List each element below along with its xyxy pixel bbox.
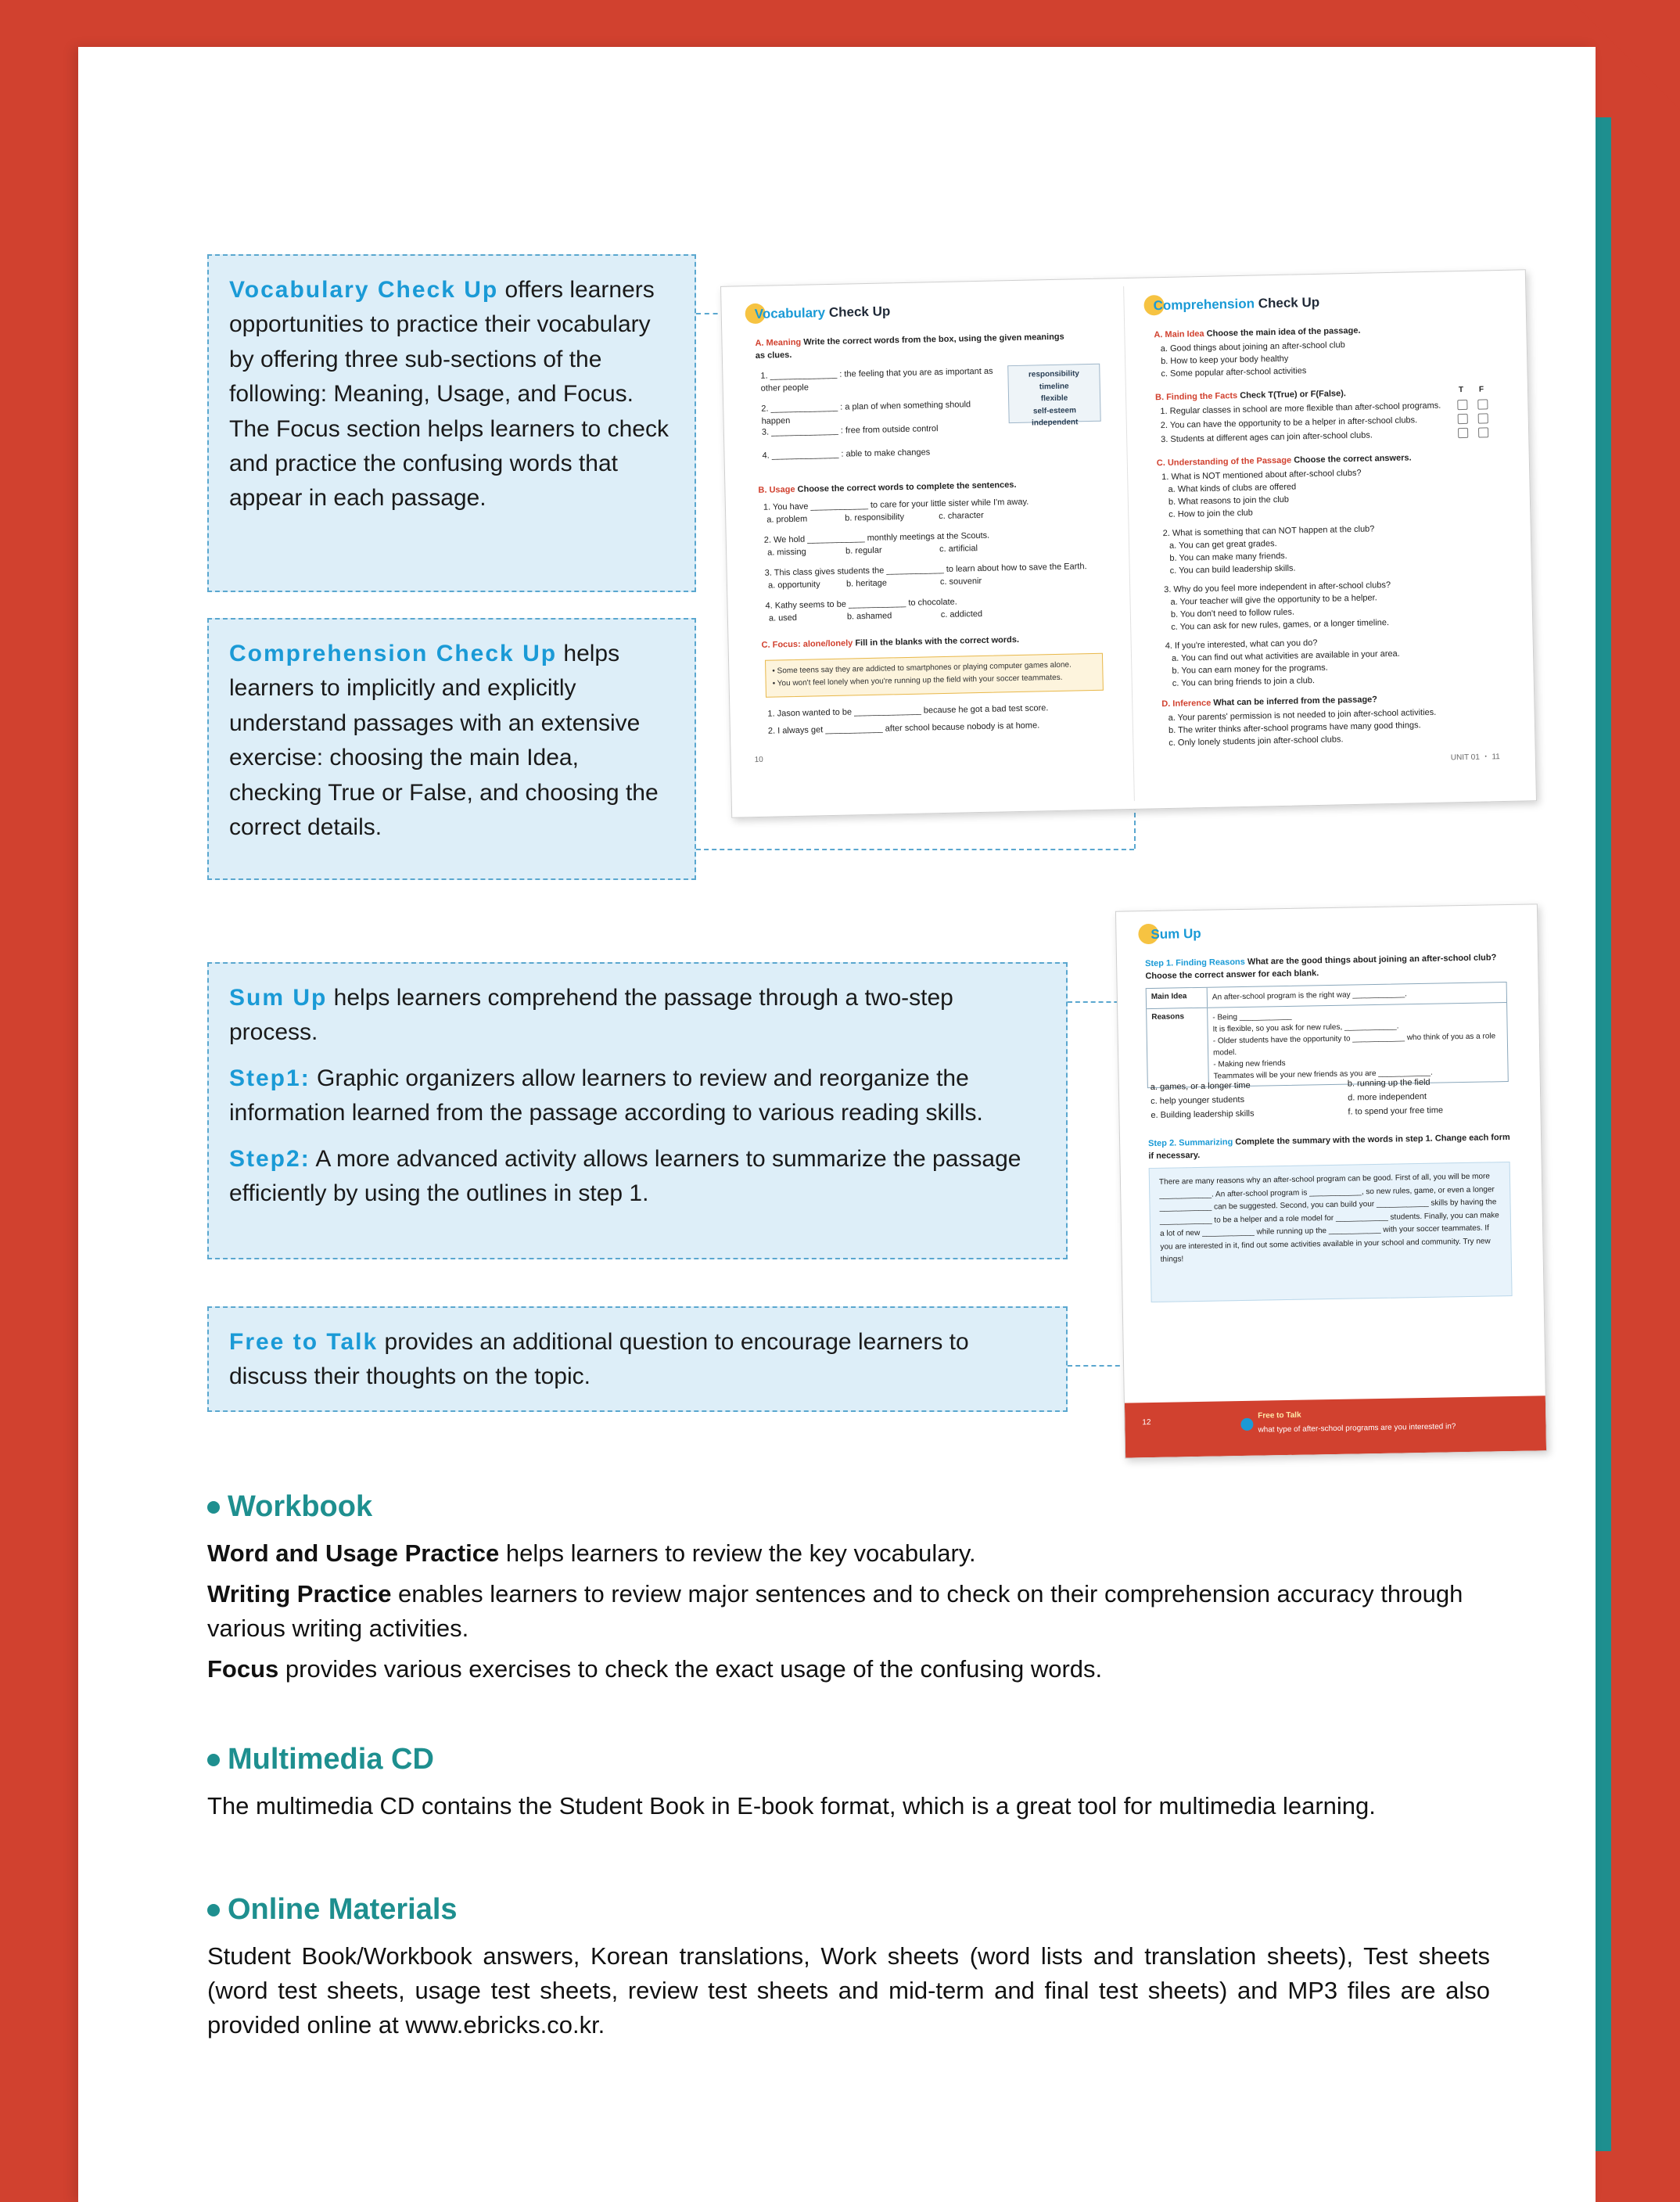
section-heading-multimedia-cd-label: Multimedia CD <box>228 1743 434 1776</box>
mini-section-b-q4-b: b. ashamed <box>846 611 892 622</box>
mini-tf-header-false: F <box>1478 385 1484 394</box>
mini-right-b-item-3: 3. Students at different ages can join after-school clubs. <box>1161 430 1373 445</box>
page-red-left-edge <box>0 0 78 2202</box>
mini-sumup-table <box>1146 982 1509 1088</box>
mini-section-c-label: C. Focus: alone/lonely <box>761 638 853 650</box>
mini-section-c-item-1: 1. Jason wanted to be ______________ because he got a bad test score. <box>767 703 1049 719</box>
mini-section-b-instruction: Choose the correct words to complete the sentences. <box>797 480 1017 494</box>
mini-section-a-instruction: Write the correct words from the box, using the given meanings as clues. <box>755 332 1064 361</box>
mini-right-d-label: D. Inference <box>1161 698 1212 709</box>
mini-right-c-q1: 1. What is NOT mentioned about after-school clubs? <box>1161 468 1362 483</box>
mini-focus-tip-box <box>765 653 1104 698</box>
mini-section-b-label: B. Usage <box>758 484 795 495</box>
section-heading-workbook-label: Workbook <box>228 1490 373 1523</box>
mini-heading-sumup-text: Sum Up <box>1151 925 1201 942</box>
section-heading-workbook <box>207 1490 1490 1524</box>
workbook-paragraph-3-bold: Focus <box>207 1655 279 1683</box>
checkbox-false-3[interactable] <box>1478 427 1488 437</box>
callout-step1-text: Graphic organizers allow learners to review and reorganize the information learned from the passage according to various reading skills. <box>229 1065 983 1126</box>
mini-right-c-q1-o3: c. How to join the club <box>1168 508 1253 519</box>
workbook-paragraph-1-rest: helps learners to review the key vocabulary. <box>499 1539 976 1567</box>
mini-section-b-q2-a: a. missing <box>767 547 806 558</box>
table-cell-content-reasons: - Being ____________ It is flexible, so you ask for new rules, ____________. - Older students have the opportunity to ____________ who think of you as a role model. - Making new friends Teammates will be your new friends as you are ____________. <box>1212 1011 1496 1081</box>
mini-step1-option-e: e. Building leadership skills <box>1151 1108 1255 1121</box>
callout-comprehension-title: Comprehension Check Up <box>229 641 558 666</box>
connector-line-comp <box>696 849 1134 850</box>
workbook-paragraph-3-rest: provides various exercises to check the exact usage of the confusing words. <box>278 1655 1103 1683</box>
word-box-item-2: timeline <box>1039 382 1069 391</box>
mini-right-b-item-2: 2. You can have the opportunity to be a helper in after-school clubs. <box>1160 415 1418 431</box>
table-cell-label-main-idea: Main Idea <box>1147 988 1208 1008</box>
mini-heading-sumup <box>1151 926 1201 943</box>
workbook-paragraph-2-rest: enables learners to review major sentences and to check on their comprehension accuracy through various writing activities. <box>207 1580 1463 1643</box>
checkbox-true-1[interactable] <box>1457 400 1467 410</box>
callout-step2-text: A more advanced activity allows learners to summarize the passage efficiently by using the outlines in step 1. <box>229 1145 1021 1206</box>
table-cell-label-reasons: Reasons <box>1147 1008 1209 1087</box>
mini-right-b-label: B. Finding the Facts <box>1154 391 1238 403</box>
mini-section-b-q3-b: b. heritage <box>845 578 888 589</box>
mini-right-a-opt-3: c. Some popular after-school activities <box>1161 366 1307 379</box>
workbook-paragraph-2-bold: Writing Practice <box>207 1580 392 1608</box>
checkbox-false-2[interactable] <box>1478 413 1488 423</box>
mini-right-d-instruction: What can be inferred from the passage? <box>1213 695 1378 708</box>
word-box-item-3: flexible <box>1040 393 1068 404</box>
mini-section-c-instruction: Fill in the blanks with the correct words. <box>855 634 1020 648</box>
multimedia-paragraph-1-text: The multimedia CD contains the Student Book in E-book format, which is a great tool for multimedia learning. <box>207 1792 1376 1819</box>
mini-heading-comprehension-rest: Check Up <box>1254 294 1320 311</box>
mini-section-c-heading <box>761 633 1105 652</box>
book-preview-vocabulary-comprehension <box>720 269 1537 817</box>
mini-right-c-instruction: Choose the correct answers. <box>1294 453 1412 465</box>
mini-heading-comprehension-bold: Comprehension <box>1153 296 1255 314</box>
mini-step1-option-c: c. help younger students <box>1151 1094 1245 1107</box>
multimedia-paragraph-1 <box>207 1789 1490 1823</box>
mini-right-c-q2: 2. What is something that can NOT happen at the club? <box>1162 524 1375 539</box>
checkbox-true-2[interactable] <box>1458 414 1468 424</box>
bullet-icon <box>207 1904 220 1916</box>
callout-step2-label: Step2: <box>229 1145 311 1172</box>
mini-summary-box <box>1149 1162 1513 1302</box>
callout-vocabulary-title: Vocabulary Check Up <box>229 277 499 303</box>
section-heading-online-materials-label: Online Materials <box>228 1893 458 1926</box>
callout-sum-up <box>207 962 1068 1259</box>
mini-section-a-heading <box>755 332 1068 363</box>
mini-section-b-q1: 1. You have ____________ to care for your little sister while I'm away. <box>763 497 1029 512</box>
mini-section-b-q2-b: b. regular <box>845 545 882 556</box>
mini-right-b-instruction: Check T(True) or F(False). <box>1240 389 1347 401</box>
mini-right-c-q4-o3: c. You can bring friends to join a club. <box>1172 676 1316 688</box>
callout-step1-label: Step1: <box>229 1065 311 1091</box>
book-page-divider <box>1123 286 1135 801</box>
mini-section-b-q3-c: c. souvenir <box>939 576 982 587</box>
mini-right-c-q4-o1: a. You can find out what activities are available in your area. <box>1171 648 1400 663</box>
mini-focus-tip-2: • You won't feel lonely when you're running up the field with your soccer teammates. <box>772 673 1063 688</box>
mini-heading-vocabulary-rest: Check Up <box>824 304 891 321</box>
callout-freetotalk-text: provides an additional question to encourage learners to discuss their thoughts on the topic. <box>229 1329 969 1390</box>
checkbox-false-1[interactable] <box>1477 399 1488 409</box>
mini-right-b-item-1: 1. Regular classes in school are more flexible than after-school programs. <box>1160 401 1441 417</box>
bullet-icon <box>207 1501 220 1514</box>
online-paragraph-1-text: Student Book/Workbook answers, Korean translations, Work sheets (word lists and translation sheets), Test sheets (word test sheets, usage test sheets, review test sheets and mid-term and final test sheets) and MP3 files are also provided online at www.ebricks.co.kr. <box>207 1942 1490 2039</box>
mini-step2-instruction: Complete the summary with the words in step 1. Change each form if necessary. <box>1148 1132 1510 1162</box>
mini-section-b-q4: 4. Kathy seems to be ____________ to chocolate. <box>765 597 957 611</box>
book-preview-sum-up <box>1115 903 1547 1458</box>
mini-right-c-q1-o1: a. What kinds of clubs are offered <box>1168 482 1297 494</box>
mini-right-d-opt-1: a. Your parents' permission is not needed to join after-school activities. <box>1168 707 1437 723</box>
table-cell-content-main-idea: An after-school program is the right way ____________. <box>1212 990 1407 1002</box>
mini-section-b-q2-c: c. artificial <box>939 544 978 555</box>
mini-step1-label: Step 1. Finding Reasons <box>1145 957 1245 969</box>
mini-right-c-q2-o2: b. You can make many friends. <box>1169 551 1287 563</box>
mini-right-d-heading <box>1161 691 1498 711</box>
mini-section-b-heading <box>758 478 1086 498</box>
mini-section-a-item-1: 1. ______________ : the feeling that you are as important as other people <box>760 366 993 393</box>
callout-vocabulary-check-up <box>207 254 696 592</box>
mini-section-a-item-2: 2. ______________ : a plan of when something should happen <box>761 400 971 426</box>
mini-right-c-q2-o1: a. You can get great grades. <box>1168 539 1277 551</box>
mini-free-to-talk-title: Free to Talk <box>1258 1410 1301 1421</box>
mini-section-b-q4-c: c. addicted <box>940 609 983 620</box>
mini-step2-label: Step 2. Summarizing <box>1148 1137 1233 1149</box>
workbook-paragraph-1-bold: Word and Usage Practice <box>207 1539 500 1567</box>
mini-section-a-item-4: 4. ______________ : able to make changes <box>762 447 931 461</box>
section-heading-multimedia-cd <box>207 1743 1490 1776</box>
free-to-talk-dot-icon <box>1240 1418 1253 1431</box>
mini-right-c-q3-o1: a. Your teacher will give the opportunity to be a helper. <box>1170 593 1377 607</box>
callout-comprehension-text: helps learners to implicitly and explicitly understand passages with an extensive exercise: choosing the main Idea, checking True or False, and choosing the correct details. <box>229 641 659 840</box>
mini-step1-option-b: b. running up the field <box>1347 1077 1431 1089</box>
section-workbook <box>207 1490 1490 1687</box>
checkbox-true-3[interactable] <box>1458 428 1468 438</box>
mini-step1-option-f: f. to spend your free time <box>1348 1105 1444 1117</box>
mini-summary-text: There are many reasons why an after-school program can be good. First of all, you will be more ____________. An after-school program is ____________, so new rules, game, or even a longer ____________ can be suggested. Second, you can build your ____________ skills by having the ____________ to be a helper and a role model for ____________ students. Finally, you can make a lot of new ____________ while running up the ____________ with your soccer teammates. If you are interested in it, find out some activities available in your school and community. Try new things! <box>1158 1172 1499 1264</box>
bullet-icon <box>207 1754 220 1766</box>
mini-right-c-q1-o2: b. What reasons to join the club <box>1168 494 1290 507</box>
callout-freetotalk-title: Free to Talk <box>229 1329 379 1355</box>
mini-right-c-q4-o2: b. You can earn money for the programs. <box>1172 663 1328 676</box>
callout-free-to-talk <box>207 1306 1068 1412</box>
mini-right-a-opt-1: a. Good things about joining an after-school club <box>1160 340 1345 354</box>
mini-right-a-opt-2: b. How to keep your body healthy <box>1161 354 1289 367</box>
mini-right-d-opt-2: b. The writer thinks after-school programs have many good things. <box>1168 720 1421 735</box>
mini-right-a-heading <box>1154 322 1482 342</box>
mini-section-b-q2: 2. We hold ____________ monthly meetings at the Scouts. <box>763 530 990 545</box>
mini-right-c-q4: 4. If you're interested, what can you do? <box>1165 638 1318 652</box>
mini-step1-option-d: d. more independent <box>1348 1091 1427 1103</box>
section-heading-online-materials <box>207 1893 1490 1927</box>
mini-section-a-label: A. Meaning <box>755 337 802 348</box>
mini-section-b-q3: 3. This class gives students the ____________ to learn about how to save the Earth. <box>764 562 1087 578</box>
mini-right-page-number: UNIT 01 ・ 11 <box>1450 753 1500 763</box>
callout-sumup-intro: helps learners comprehend the passage through a two-step process. <box>229 985 953 1046</box>
section-multimedia-cd <box>207 1743 1490 1823</box>
mini-word-box <box>1007 364 1101 428</box>
online-paragraph-1 <box>207 1939 1490 2042</box>
callout-vocabulary-text: offers learners opportunities to practice their vocabulary by offering three sub-sections of the following: Meaning, Usage, and Focus. The Focus section helps learners to check and practice the confusing words that appear in each passage. <box>229 277 669 512</box>
word-box-item-1: responsibility <box>1028 369 1080 379</box>
mini-heading-vocabulary-bold: Vocabulary <box>754 305 826 321</box>
mini-right-a-instruction: Choose the main idea of the passage. <box>1206 325 1361 339</box>
mini-heading-vocabulary <box>755 304 891 322</box>
mini-step2-heading <box>1148 1132 1516 1163</box>
mini-section-a-item-3: 3. ______________ : free from outside control <box>761 424 939 437</box>
mini-right-c-q3-o3: c. You can ask for new rules, games, or a longer timeline. <box>1171 618 1390 632</box>
mini-section-b-q3-a: a. opportunity <box>767 580 820 591</box>
workbook-paragraph-1 <box>207 1536 1490 1571</box>
callout-sumup-title: Sum Up <box>229 985 328 1011</box>
page-corner-fold <box>1571 0 1680 110</box>
section-online-materials <box>207 1893 1490 2042</box>
workbook-paragraph-2 <box>207 1577 1490 1646</box>
table-row <box>1147 1003 1508 1087</box>
mini-right-c-label: C. Understanding of the Passage <box>1156 455 1292 469</box>
mini-section-b-q4-a: a. used <box>768 612 798 623</box>
mini-right-c-q2-o3: c. You can build leadership skills. <box>1169 563 1296 576</box>
callout-comprehension-check-up <box>207 618 696 880</box>
mini-heading-comprehension <box>1153 295 1319 314</box>
mini-section-b-q1-b: b. responsibility <box>845 512 905 523</box>
mini-step1-instruction: What are the good things about joining an after-school club? Choose the correct answer for each blank. <box>1145 953 1497 982</box>
mini-free-to-talk-question: what type of after-school programs are you interested in? <box>1258 1422 1456 1435</box>
mini-right-d-opt-3: c. Only lonely students join after-school clubs. <box>1168 735 1344 748</box>
mini-focus-tip-1: • Some teens say they are addicted to smartphones or playing computer games alone. <box>772 660 1072 676</box>
mini-section-c-item-2: 2. I always get ____________ after school because nobody is at home. <box>767 720 1040 736</box>
mini-step1-heading <box>1145 952 1513 983</box>
page-red-top-edge <box>0 0 1680 47</box>
mini-left-page-number: 10 <box>754 755 763 765</box>
mini-section-b-q1-a: a. problem <box>766 514 808 525</box>
word-box-item-4: self-esteem <box>1032 405 1077 416</box>
workbook-paragraph-3 <box>207 1652 1490 1687</box>
word-box-item-5: independent <box>1031 418 1079 428</box>
mini-right-a-label: A. Main Idea <box>1154 329 1204 340</box>
mini-step1-option-a: a. games, or a longer time <box>1150 1080 1251 1093</box>
mini-section-b-q1-c: c. character <box>939 510 984 522</box>
mini-free-to-talk-strip <box>1125 1396 1546 1457</box>
mini-right-c-heading <box>1157 451 1493 470</box>
mini-right-c-q3: 3. Why do you feel more independent in after-school clubs? <box>1164 580 1391 595</box>
mini-sumup-page-number: 12 <box>1142 1418 1151 1428</box>
mini-tf-header-true: T <box>1458 385 1464 395</box>
mini-right-c-q3-o2: b. You don't need to follow rules. <box>1170 607 1295 620</box>
